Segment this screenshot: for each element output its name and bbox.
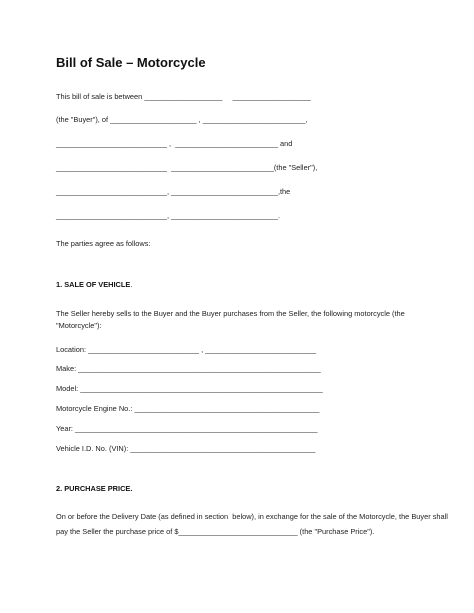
section-1-heading bbox=[56, 280, 132, 289]
section-1-para-line-1: The Seller hereby sells to the Buyer and the Buyer purchases from the Seller, the following motorcycle (the bbox=[56, 309, 405, 318]
section-2-para-line-2: pay the Seller the purchase price of $_____________________________ (the "Purchase Price"). bbox=[56, 527, 375, 536]
section-1-para-line-2: "Motorcycle"): bbox=[56, 321, 102, 330]
intro-line-4: ___________________________ _________________________(the "Seller"), bbox=[56, 163, 318, 172]
document-title: Bill of Sale – Motorcycle bbox=[56, 55, 206, 70]
intro-line-3: ___________________________ , _________________________ and bbox=[56, 139, 293, 148]
section-1-heading-punct: . bbox=[130, 280, 133, 289]
section-2-heading: 2. PURCHASE PRICE. bbox=[56, 484, 133, 493]
field-year: Year: ___________________________________________________________ bbox=[56, 424, 318, 433]
intro-line-6: ___________________________, __________________________. bbox=[56, 211, 281, 220]
field-make: Make: ___________________________________________________________ bbox=[56, 364, 321, 373]
intro-line-5: ___________________________, __________________________,the bbox=[56, 187, 291, 196]
field-model: Model: ___________________________________________________________ bbox=[56, 384, 323, 393]
field-vin: Vehicle I.D. No. (VIN): _____________________________________________ bbox=[56, 444, 316, 453]
parties-text: The parties agree as follows: bbox=[56, 239, 151, 248]
intro-line-1: This bill of sale is between ___________________ ___________________ bbox=[56, 92, 311, 101]
section-1-heading-text: 1. SALE OF VEHICLE bbox=[56, 280, 131, 289]
field-location: Location: ___________________________ , ___________________________ bbox=[56, 345, 317, 354]
field-engine-no: Motorcycle Engine No.: _____________________________________________ bbox=[56, 404, 320, 413]
section-2-para-line-1: On or before the Delivery Date (as defined in section below), in exchange for the sale of the Motorcycle, the Buyer shall bbox=[56, 512, 448, 521]
intro-line-2: (the "Buyer"), of _____________________ , _________________________, bbox=[56, 115, 308, 124]
